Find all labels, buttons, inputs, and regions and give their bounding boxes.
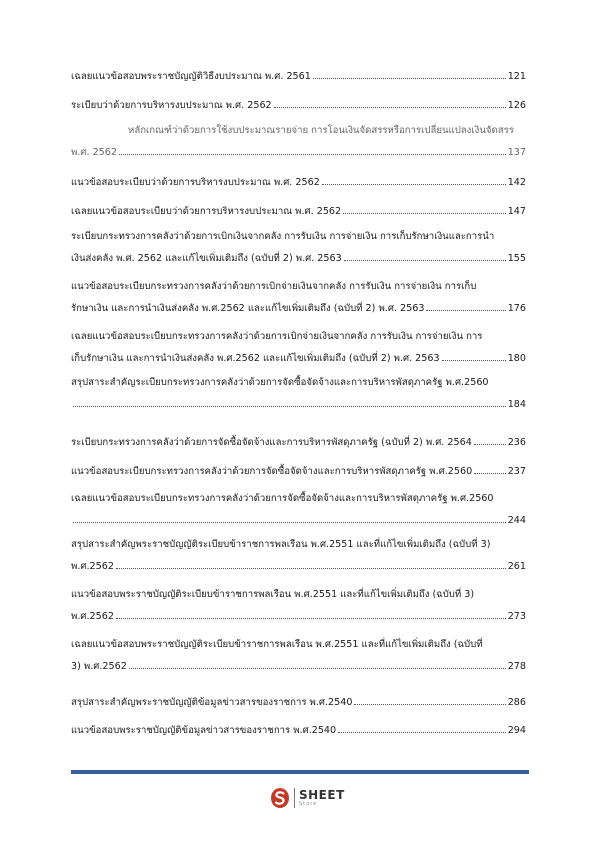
toc-page-number: 126 [507,100,526,111]
toc-page-number: 294 [507,725,526,736]
toc-entry-leader-line [71,95,526,117]
toc-entry-leader-line [71,201,526,223]
toc-entry-leader-line [71,656,526,678]
toc-entry-leader-line [71,556,526,578]
toc-page-number: 278 [507,661,526,672]
dot-leader [73,522,506,523]
toc-page-number: 121 [507,71,526,82]
toc-entry [71,326,526,370]
logo-sub-text: Store [299,801,318,807]
toc-entry-text: เงินส่งคลัง พ.ศ. 2562 และแก้ไขเพิ่มเติมถึง (ฉบับที่ 2) พ.ศ. 2563 [71,253,342,264]
toc-entry-leader-line [71,66,526,88]
dot-leader [129,668,506,669]
toc-entry-text: หลักเกณฑ์ว่าด้วยการใช้งบประมาณรายจ่าย การโอนเงินจัดสรรหรือการเปลี่ยนแปลงเงินจัดสรร [128,125,514,136]
toc-entry [71,201,526,223]
toc-page-number: 180 [507,353,526,364]
toc-entry [71,432,526,454]
dot-leader [343,213,506,214]
toc-page-number: 147 [507,206,526,217]
toc-entry [71,534,526,578]
toc-entry-text: ระเบียบว่าด้วยการบริหารงบประมาณ พ.ศ. 2562 [71,100,272,111]
toc-entry-text: เฉลยแนวข้อสอบพระราชบัญญัติระเบียบข้าราชการพลเรือน พ.ศ.2551 และที่แก้ไขเพิ่มเติมถึง (ฉบับที่ [71,639,483,650]
sheet-store-logo [270,785,350,811]
toc-entry-text: พ.ศ.2562 [71,561,114,572]
toc-page-number: 236 [507,437,526,448]
dot-leader [442,360,506,361]
toc-entry [71,172,526,194]
toc-entry-text: แนวข้อสอบระเบียบกระทรวงการคลังว่าด้วยการจัดซื้อจัดจ้างและการบริหารพัสดุภาครัฐ พ.ศ.2560 [71,466,473,477]
logo-main-text: SHEET [299,788,345,802]
toc-entry-leader-line [71,720,526,742]
toc-entry [71,488,526,532]
toc-entry-text: แนวข้อสอบพระราชบัญญัติระเบียบข้าราชการพลเรือน พ.ศ.2551 และที่แก้ไขเพิ่มเติมถึง (ฉบับที่ 3) [71,589,475,600]
footer-rule [71,770,529,774]
toc-entry-text: สรุปสาระสำคัญระเบียบกระทรวงการคลังว่าด้วยการจัดซื้อจัดจ้างและการบริหารพัสดุภาครัฐ พ.ศ.2560 [71,377,489,388]
dot-leader [354,704,505,705]
toc-entry-text: เก็บรักษาเงิน และการนำเงินส่งคลัง พ.ศ.2562 และแก้ไขเพิ่มเติมถึง (ฉบับที่ 2) พ.ศ. 2563 [71,353,440,364]
dot-leader [274,107,506,108]
dot-leader [426,310,505,311]
toc-entry-text: ระเบียบกระทรวงการคลังว่าด้วยการเบิกเงินจากคลัง การรับเงิน การจ่ายเงิน การเก็บรักษาเงินและการนำ [71,231,495,242]
dot-leader [474,473,505,474]
toc-entry [71,95,526,117]
toc-entry-leader-line [71,606,526,628]
toc-entry-text: แนวข้อสอบระเบียบว่าด้วยการบริหารงบประมาณ พ.ศ. 2562 [71,177,320,188]
toc-entry-text: พ.ศ. 2562 [71,147,117,158]
toc-entry-text: ระเบียบกระทรวงการคลังว่าด้วยการจัดซื้อจัดจ้างและการบริหารพัสดุภาครัฐ (ฉบับที่ 2) พ.ศ. 2564 [71,437,472,448]
dot-leader [119,154,506,155]
toc-entry-text: สรุปสาระสำคัญพระราชบัญญัติข้อมูลข่าวสารของราชการ พ.ศ.2540 [71,697,353,708]
toc-entry-text: เฉลยแนวข้อสอบพระราชบัญญัติวิธีงบประมาณ พ.ศ. 2561 [71,71,311,82]
dot-leader [344,260,506,261]
toc-page-number: 286 [507,697,526,708]
logo-wordmark [299,789,345,807]
toc-entry [71,276,526,320]
toc-entry-text: 3) พ.ศ.2562 [71,661,127,672]
dot-leader [322,184,506,185]
toc-page-number: 142 [507,177,526,188]
dot-leader [338,732,506,733]
toc-entry-leader-line [71,172,526,194]
dot-leader [73,406,506,407]
toc-page-number: 237 [507,466,526,477]
toc-entry-leader-line [71,692,526,714]
toc-entry-text: เฉลยแนวข้อสอบระเบียบว่าด้วยการบริหารงบประมาณ พ.ศ. 2562 [71,206,342,217]
toc-entry [71,120,526,164]
toc-page-number: 261 [507,561,526,572]
toc-page-number: 184 [507,399,526,410]
toc-entry-leader-line [71,248,526,270]
toc-page-number: 176 [507,303,526,314]
toc-entry-text: พ.ศ.2562 [71,611,114,622]
toc-page-number: 273 [507,611,526,622]
dot-leader [313,78,506,79]
toc-entry-text: รักษาเงิน และการนำเงินส่งคลัง พ.ศ.2562 และแก้ไขเพิ่มเติมถึง (ฉบับที่ 2) พ.ศ. 2563 [71,303,425,314]
dot-leader [474,444,506,445]
toc-entry-text: เฉลยแนวข้อสอบระเบียบกระทรวงการคลังว่าด้วยการจัดซื้อจัดจ้างและการบริหารพัสดุภาครัฐ พ.ศ.2560 [71,493,494,504]
toc-entry [71,461,526,483]
sheet-store-logo-icon [270,787,290,809]
toc-entry-leader-line [71,432,526,454]
logo-separator [294,788,295,808]
toc-page-number: 137 [507,147,526,158]
toc-entry [71,584,526,628]
toc-entry-leader-line [71,510,526,532]
toc-entry-leader-line [71,348,526,370]
toc-entry [71,692,526,714]
toc-page-number: 244 [507,515,526,526]
toc-entry-text: เฉลยแนวข้อสอบระเบียบกระทรวงการคลังว่าด้วยการเบิกจ่ายเงินจากคลัง การรับเงิน การจ่ายเงิน การ [71,331,483,342]
toc-entry [71,720,526,742]
toc-entry-text: แนวข้อสอบพระราชบัญญัติข้อมูลข่าวสารของราชการ พ.ศ.2540 [71,725,337,736]
toc-entry-leader-line [71,394,526,416]
toc-entry [71,226,526,270]
toc-entry-leader-line [71,142,526,164]
dot-leader [116,568,506,569]
toc-entry-leader-line [71,461,526,483]
dot-leader [116,618,506,619]
toc-page-number: 155 [507,253,526,264]
toc-entry-leader-line [71,298,526,320]
toc-entry [71,372,526,416]
toc-entry-text: สรุปสาระสำคัญพระราชบัญญัติระเบียบข้าราชการพลเรือน พ.ศ.2551 และที่แก้ไขเพิ่มเติมถึง (ฉบับที่ 3) [71,539,491,550]
toc-entry-text: แนวข้อสอบระเบียบกระทรวงการคลังว่าด้วยการเบิกจ่ายเงินจากคลัง การรับเงิน การจ่ายเงิน การเก็บ [71,281,477,292]
toc-entry [71,66,526,88]
toc-entry [71,634,526,678]
